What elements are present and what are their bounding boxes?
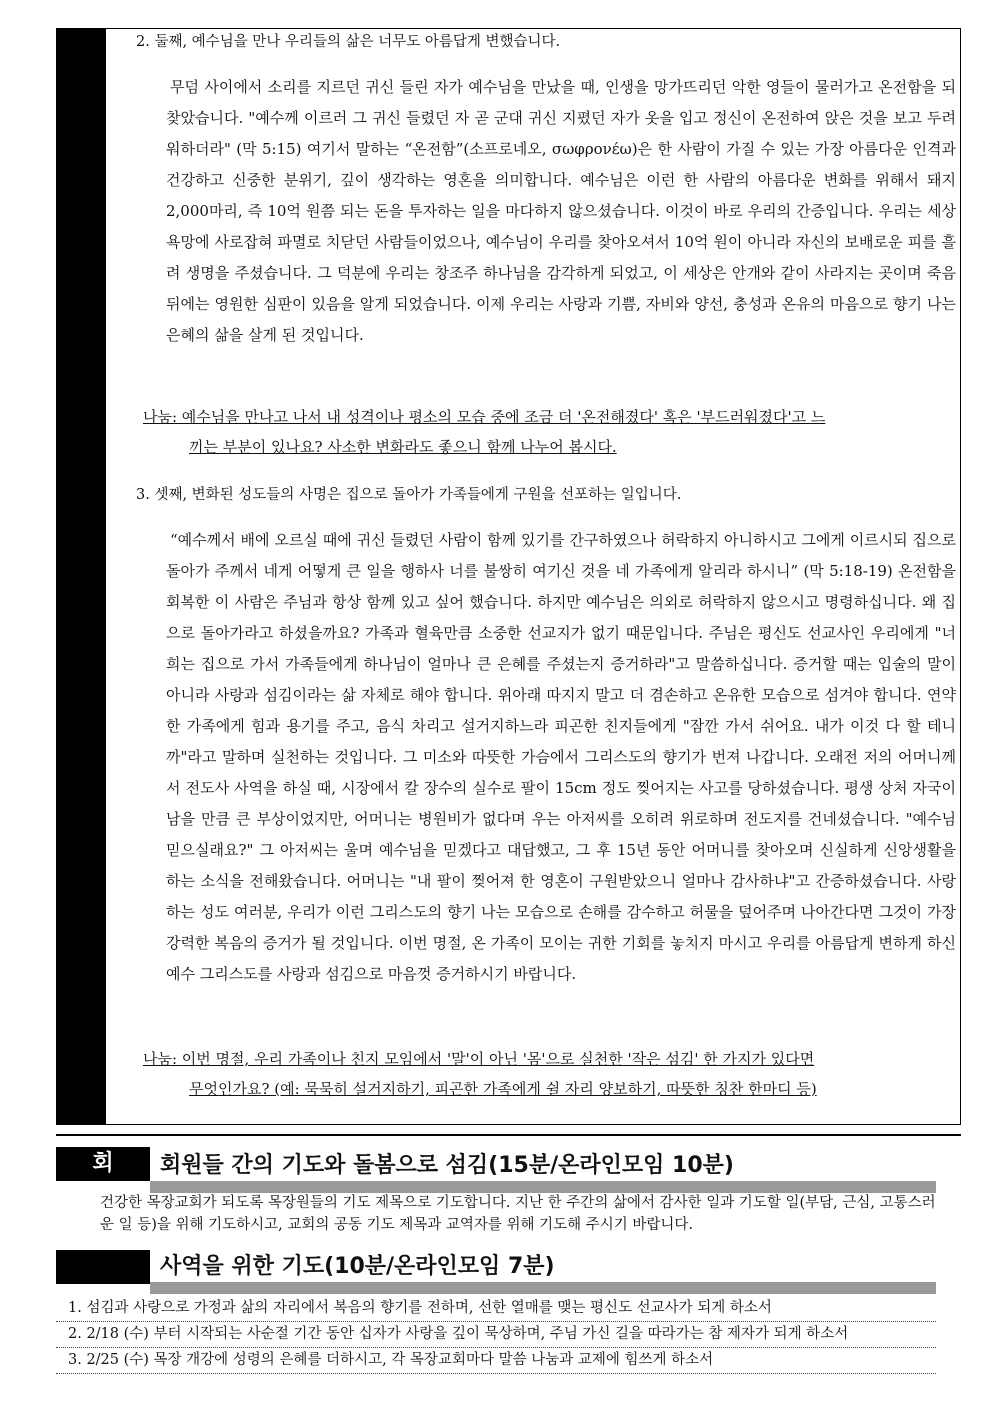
prayer-item: 3. 2/25 (수) 목장 개강에 성령의 은혜를 더하시고, 각 목장교회마다 말씀 나눔과 교제에 힘쓰게 하소서 bbox=[56, 1348, 936, 1374]
ministry-label bbox=[56, 1250, 150, 1284]
share-line-2: 무엇인가요? (예: 묵묵히 설거지하기, 피곤한 가족에게 쉴 자리 양보하기, 따뜻한 칭찬 한마디 등) bbox=[189, 1080, 817, 1098]
left-margin-bar bbox=[56, 28, 106, 1124]
section-2-paragraph: 무덤 사이에서 소리를 지르던 귀신 들린 자가 예수님을 만났을 때, 인생을 망가뜨리던 악한 영들이 물러가고 온전함을 되찾았습니다. "예수께 이르러 그 귀신 들렸던 자 곧 군대 귀신 지폈던 자가 옷을 입고 정신이 온전하여 앉은 것을 보고 두려워하더라" (막 5:15) 여기서 말하는 “온전함”(소프로네오, σωφρονέω)은 한 사람이 가질 수 있는 가장 아름다운 인격과 건강하고 신중한 분위기, 깊이 생각하는 영혼을 의미합니다. 예수님은 이런 한 사람의 아름다운 변화를 위해서 돼지 2,000마리, 즉 10억 원쯤 되는 돈을 투자하는 일을 마다하지 않으셨습니다. 이것이 바로 우리의 간증입니다. 우리는 세상 욕망에 사로잡혀 파멸로 치닫던 사람들이었으나, 예수님이 우리를 찾아오셔서 10억 원이 아니라 자신의 보배로운 피를 흘려 생명을 주셨습니다. 그 덕분에 우리는 창조주 하나님을 감각하게 되었고, 이 세상은 안개와 같이 사라지는 곳이며 죽음 뒤에는 영원한 심판이 있음을 알게 되었습니다. 이제 우리는 사랑과 기쁨, 자비와 양선, 충성과 온유의 마음으로 향기 나는 은혜의 삶을 살게 된 것입니다. bbox=[166, 78, 956, 344]
share-line-2: 끼는 부분이 있나요? 사소한 변화라도 좋으니 함께 나누어 봅시다. bbox=[189, 438, 617, 456]
share-line-1: 나눔: 예수님을 만나고 나서 내 성격이나 평소의 모습 중에 조금 더 '온전해졌다' 혹은 '부드러워졌다'고 느 bbox=[143, 408, 826, 426]
hoe-body: 건강한 목장교회가 되도록 목장원들의 기도 제목으로 기도합니다. 지난 한 주간의 삶에서 감사한 일과 기도할 일(부담, 근심, 고통스러운 일 등)을 위해 기도하시고, 교회의 공동 기도 제목과 교역자를 위해 기도해 주시기 바랍니다. bbox=[100, 1195, 936, 1233]
section-3-heading: 3. 셋째, 변화된 성도들의 사명은 집으로 돌아가 가족들에게 구원을 선포하는 일입니다. bbox=[136, 487, 682, 503]
section-bottom-rule bbox=[56, 1124, 961, 1125]
prayer-item: 2. 2/18 (수) 부터 시작되는 사순절 기간 동안 십자가 사랑을 깊이 묵상하며, 주님 가신 길을 따라가는 참 제자가 되게 하소서 bbox=[56, 1322, 936, 1348]
ministry-title: 사역을 위한 기도(10분/온라인모임 7분) bbox=[160, 1254, 555, 1279]
hoe-top-rule bbox=[56, 1134, 961, 1136]
ministry-gray-bar bbox=[150, 1282, 936, 1294]
section-2-share bbox=[143, 402, 957, 462]
section-2-heading: 2. 둘째, 예수님을 만나 우리들의 삶은 너무도 아름답게 변했습니다. bbox=[136, 34, 561, 50]
hoe-label: 회 bbox=[56, 1147, 150, 1181]
hoe-title: 회원들 간의 기도와 돌봄으로 섬김(15분/온라인모임 10분) bbox=[160, 1153, 734, 1178]
share-line-1: 나눔: 이번 명절, 우리 가족이나 친지 모임에서 '말'이 아닌 '몸'으로 실천한 '작은 섬김' 한 가지가 있다면 bbox=[143, 1050, 815, 1068]
section-3-share bbox=[143, 1044, 957, 1104]
top-rule bbox=[106, 28, 961, 29]
right-rule bbox=[960, 28, 961, 1124]
prayer-list bbox=[56, 1296, 936, 1374]
section-3-paragraph: “예수께서 배에 오르실 때에 귀신 들렸던 사람이 함께 있기를 간구하였으나 허락하지 아니하시고 그에게 이르시되 집으로 돌아가 주께서 네게 어떻게 큰 일을 행하사 너를 불쌍히 여기신 것을 네 가족에게 알리라 하시니” (막 5:18-19) 온전함을 회복한 이 사람은 주님과 항상 함께 있고 싶어 했습니다. 하지만 예수님은 의외로 허락하지 않으시고 명령하십니다. 왜 집으로 돌아가라고 하셨을까요? 가족과 혈육만큼 소중한 선교지가 없기 때문입니다. 주님은 평신도 선교사인 우리에게 "너희는 집으로 가서 가족들에게 하나님이 얼마나 큰 은혜를 주셨는지 증거하라"고 말씀하십니다. 증거할 때는 입술의 말이 아니라 사랑과 섬김이라는 삶 자체로 해야 합니다. 위아래 따지지 말고 더 겸손하고 온유한 모습으로 섬겨야 합니다. 연약한 가족에게 힘과 용기를 주고, 음식 차리고 설거지하느라 피곤한 친지들에게 "잠깐 가서 쉬어요. 내가 이것 다 할 테니까"라고 말하며 실천하는 것입니다. 그 미소와 따뜻한 가슴에서 그리스도의 향기가 번져 나갑니다. 오래전 저의 어머니께서 전도사 사역을 하실 때, 시장에서 칼 장수의 실수로 팔이 15cm 정도 찢어지는 사고를 당하셨습니다. 평생 상처 자국이 남을 만큼 큰 부상이었지만, 어머니는 병원비가 없다며 우는 아저씨를 오히려 위로하며 전도지를 건네셨습니다. "예수님 믿으실래요?" 그 아저씨는 울며 예수님을 믿겠다고 대답했고, 그 후 15년 동안 어머니를 찾아오며 신실하게 신앙생활을 하는 소식을 전해왔습니다. 어머니는 "내 팔이 찢어져 한 영혼이 구원받았으니 얼마나 감사하냐"고 간증하셨습니다. 사랑하는 성도 여러분, 우리가 이런 그리스도의 향기 나는 모습으로 손해를 감수하고 허물을 덮어주며 나아간다면 그것이 가장 강력한 복음의 증거가 될 것입니다. 이번 명절, 온 가족이 모이는 귀한 기회를 놓치지 마시고 우리를 아름답게 변하게 하신 예수 그리스도를 사랑과 섬김으로 마음껏 증거하시기 바랍니다. bbox=[166, 531, 956, 983]
prayer-item: 1. 섬김과 사랑으로 가정과 삶의 자리에서 복음의 향기를 전하며, 선한 열매를 맺는 평신도 선교사가 되게 하소서 bbox=[56, 1296, 936, 1322]
